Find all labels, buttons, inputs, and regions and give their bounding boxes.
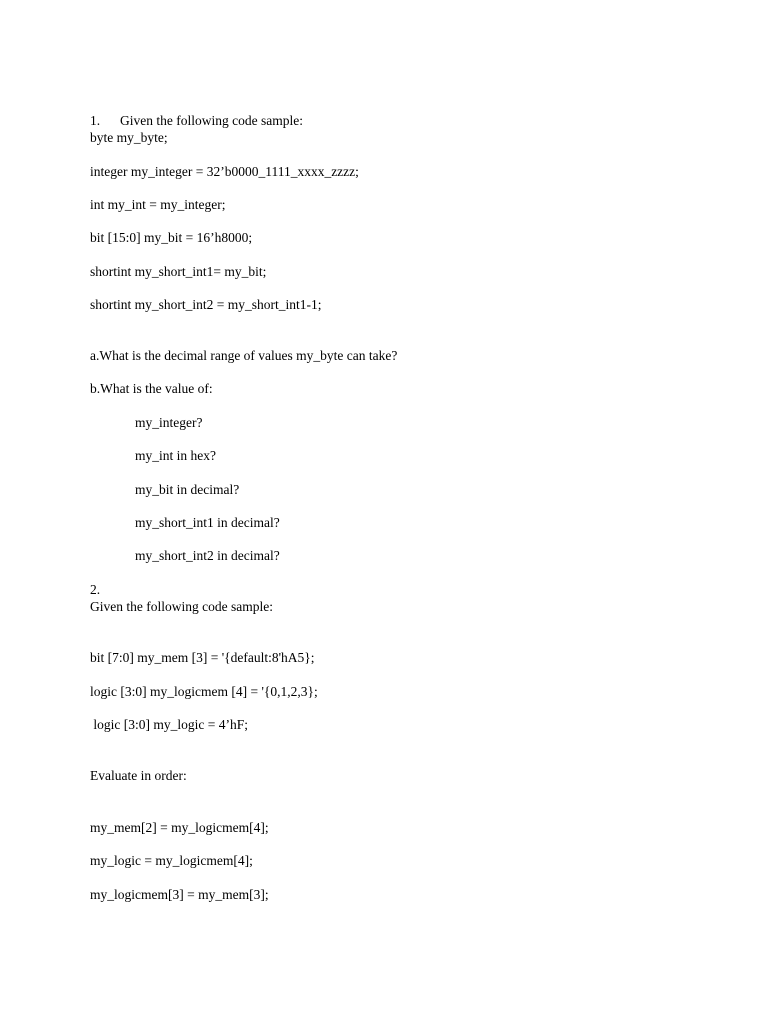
q1-sub-item: my_short_int1 in decimal? <box>135 515 280 530</box>
q1-code-line: shortint my_short_int1= my_bit; <box>90 264 267 279</box>
q1-intro: Given the following code sample: <box>120 113 303 128</box>
q1-question-a: a.What is the decimal range of values my_byte can take? <box>90 348 398 363</box>
q2-statement: my_mem[2] = my_logicmem[4]; <box>90 820 269 835</box>
q1-sub-item: my_short_int2 in decimal? <box>135 548 280 563</box>
q1-code-line: bit [15:0] my_bit = 16’h8000; <box>90 230 253 245</box>
q2-statement: my_logic = my_logicmem[4]; <box>90 853 253 868</box>
q1-question-b: b.What is the value of: <box>90 381 213 396</box>
q1-code-line: integer my_integer = 32’b0000_1111_xxxx_zzzz; <box>90 164 359 179</box>
q1-code-line: int my_int = my_integer; <box>90 197 226 212</box>
q1-code-line: byte my_byte; <box>90 130 168 145</box>
q2-statement: my_logicmem[3] = my_mem[3]; <box>90 887 269 902</box>
q1-number: 1. <box>90 113 101 128</box>
q2-code-line: bit [7:0] my_mem [3] = '{default:8'hA5}; <box>90 650 315 665</box>
q1-sub-item: my_integer? <box>135 415 203 430</box>
q2-evaluate-label: Evaluate in order: <box>90 768 187 783</box>
q1-sub-item: my_int in hex? <box>135 448 216 463</box>
q2-code-line: logic [3:0] my_logicmem [4] = '{0,1,2,3}; <box>90 684 318 699</box>
q1-code-line: shortint my_short_int2 = my_short_int1-1; <box>90 297 322 312</box>
q1-sub-item: my_bit in decimal? <box>135 482 240 497</box>
q1-heading <box>90 113 303 129</box>
q2-number: 2. <box>90 582 101 597</box>
q2-intro: Given the following code sample: <box>90 599 273 614</box>
q2-code-line: logic [3:0] my_logic = 4’hF; <box>90 717 248 732</box>
